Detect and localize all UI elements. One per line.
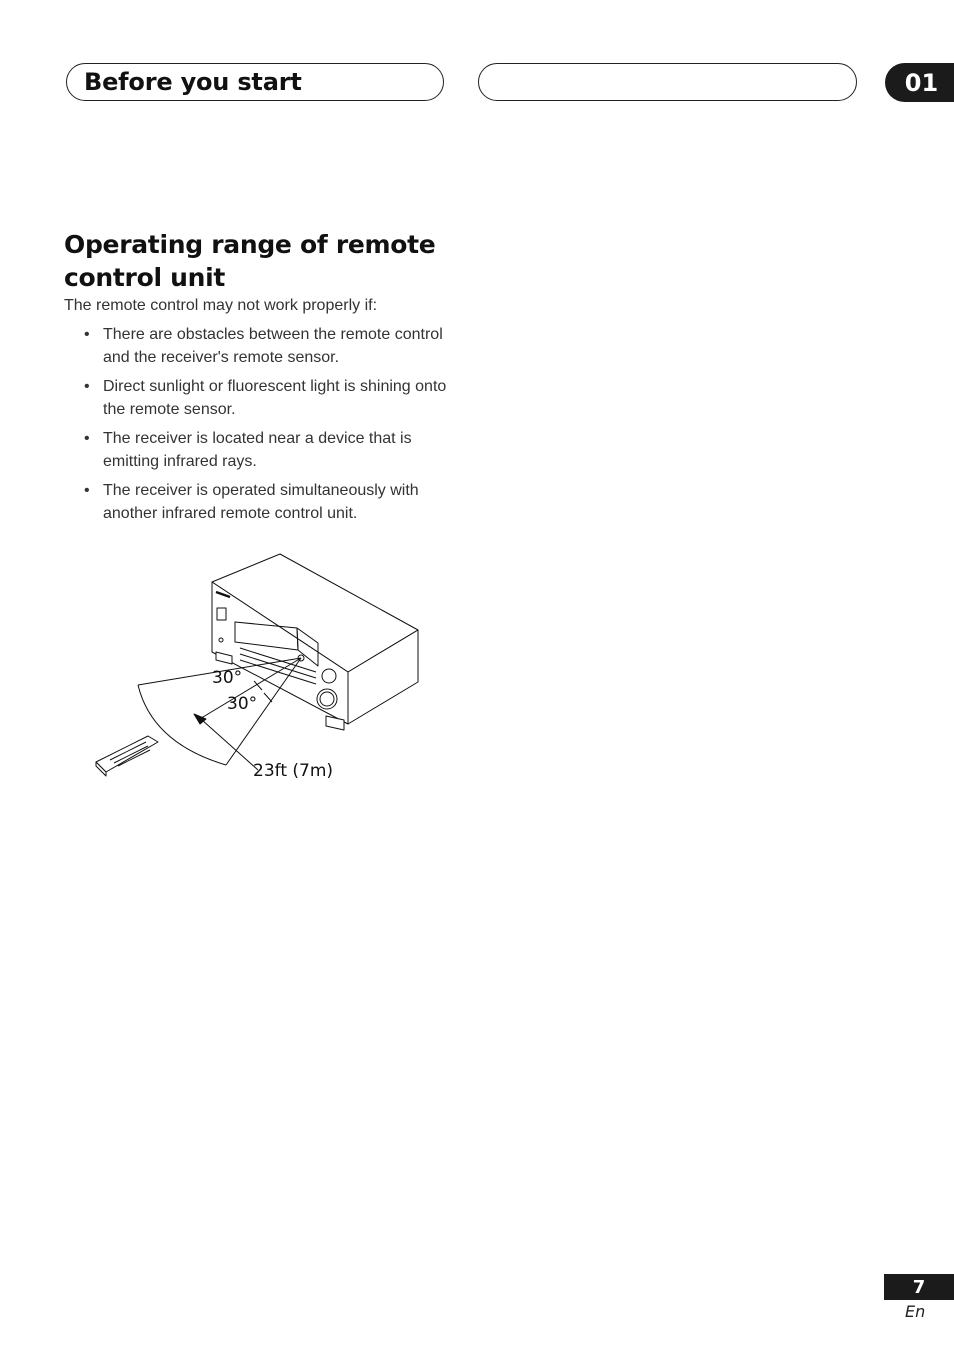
empty-header-pill [478, 63, 857, 101]
bullet-marker: • [84, 430, 90, 447]
remote-range-illustration [90, 548, 450, 788]
bullet-marker: • [84, 378, 90, 395]
remote-range-diagram [90, 548, 450, 788]
language-code: En [905, 1302, 926, 1321]
remote-control [96, 736, 158, 772]
distance-leader [202, 720, 258, 770]
list-item-text: Direct sunlight or fluorescent light is shining onto the remote sensor. [103, 378, 447, 418]
angle-label-top: 30° [212, 668, 243, 688]
list-item [64, 376, 454, 421]
distance-label: 23ft (7m) [253, 761, 334, 781]
page-number: 7 [884, 1274, 954, 1300]
list-item [64, 428, 454, 473]
section-title: Before you start [84, 68, 302, 96]
chapter-number-badge: 01 [885, 63, 954, 102]
list-item-text: The receiver is operated simultaneously with another infrared remote control unit. [103, 482, 419, 522]
range-arc [138, 685, 226, 765]
bullet-marker: • [84, 326, 90, 343]
condition-list [64, 324, 454, 532]
bullet-marker: • [84, 482, 90, 499]
list-item [64, 324, 454, 369]
list-item-text: The receiver is located near a device that is emitting infrared rays. [103, 430, 412, 470]
angle-label-bottom: 30° [227, 694, 258, 714]
list-item [64, 480, 454, 525]
list-item-text: There are obstacles between the remote control and the receiver's remote sensor. [103, 326, 443, 366]
intro-text: The remote control may not work properly if: [64, 297, 378, 314]
section-heading: Operating range of remote control unit [64, 230, 436, 292]
